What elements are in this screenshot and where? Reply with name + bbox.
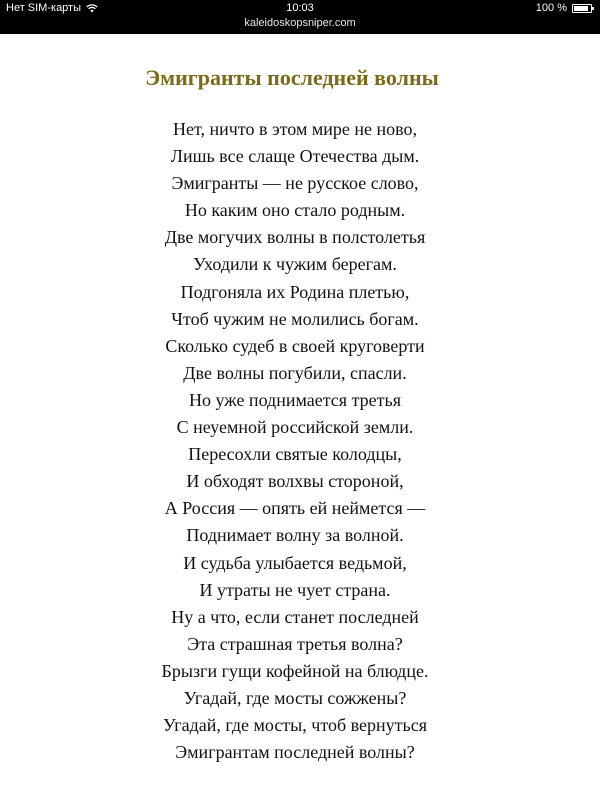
poem-line: И утраты не чует страна. xyxy=(199,579,391,600)
poem-line: И обходят волхвы стороной, xyxy=(186,471,404,492)
poem-line: Но каким оно стало родным. xyxy=(184,200,406,221)
poem-line: Угадай, где мосты, чтоб вернуться xyxy=(163,715,427,736)
carrier-label: Нет SIM-карты xyxy=(6,2,82,14)
poem-line: Нет, ничто в этом мире не ново, xyxy=(173,119,417,139)
battery-status xyxy=(536,2,594,15)
poem-line: Сколько судеб в своей круговерти xyxy=(165,335,425,356)
poem-line: Ну а что, если станет последней xyxy=(171,606,419,627)
poem-line: Уходили к чужим берегам. xyxy=(193,254,397,275)
poem-line: И судьба улыбается ведьмой, xyxy=(183,552,407,573)
poem-line: Пересохли святые колодцы, xyxy=(188,444,402,465)
status-bar xyxy=(0,0,600,34)
battery-percent: 100 % xyxy=(535,2,567,14)
address-bar-url[interactable]: kaleidoskopsniper.com xyxy=(244,17,356,29)
battery-icon xyxy=(572,4,594,13)
poem-title: Эмигранты последней волны xyxy=(145,65,439,90)
poem-line: Две могучих волны в полстолетья xyxy=(164,227,426,248)
poem-line: Эта страшная третья волна? xyxy=(187,633,403,654)
poem-line: Подгоняла их Родина плетью, xyxy=(180,281,410,302)
poem-line: Лишь все слаще Отечества дым. xyxy=(170,146,420,167)
poem-line: Чтоб чужим не молились богам. xyxy=(171,308,419,329)
poem-line: Эмигранты — не русское слово, xyxy=(171,173,419,194)
poem-line: Угадай, где мосты сожжены? xyxy=(183,687,407,708)
poem-line: Брызги гущи кофейной на блюдце. xyxy=(161,660,429,681)
clock: 10:03 xyxy=(286,2,314,14)
poem-line: Эмигрантам последней волны? xyxy=(175,742,415,763)
page-content xyxy=(0,34,600,800)
poem-line: С неуемной российской земли. xyxy=(176,417,414,438)
poem-line: Но уже поднимается третья xyxy=(188,389,402,410)
poem-line: Две волны погубили, спасли. xyxy=(183,362,407,383)
poem-line: А Россия — опять ей неймется — xyxy=(164,498,426,519)
poem-body xyxy=(0,116,590,766)
status-row xyxy=(0,0,600,17)
poem-line: Поднимает волну за волной. xyxy=(186,525,404,546)
